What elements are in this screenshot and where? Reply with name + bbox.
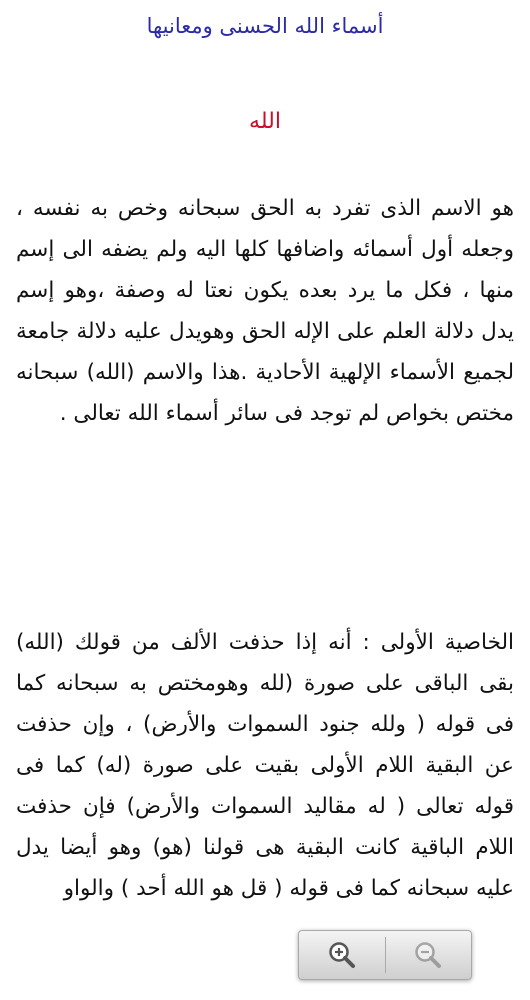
zoom-out-icon (413, 940, 443, 970)
body-paragraph-1: هو الاسم الذى تفرد به الحق سبحانه وخص به نفسه ، وجعله أول أسمائه واضافها كلها اليه ولم يضفه الى إسم منها ، فكل ما يرد بعده يكون نعتا له وصفة ،وهو إسم يدل دلالة العلم على الإله الحق وهويدل عليه دلالة جامعة لجميع الأسماء الإلهية الأحادية .هذا والاسم (الله) سبحانه مختص بخواص لم توجد فى سائر أسماء الله تعالى . (16, 196, 514, 426)
body-paragraph-2: الخاصية الأولى : أنه إذا حذفت الألف من قولك (الله) بقى الباقى على صورة (لله وهومختص به سبحانه كما فى قوله ( ولله جنود السموات والأرض) ، وإن حذفت عن البقية اللام الأولى بقيت على صورة (له) كما فى قوله تعالى ( له مقاليد السموات والأرض) فإن حذفت اللام الباقية كانت البقية هى قولنا (هو) وهو أيضا يدل عليه سبحانه كما فى قوله ( قل هو الله أحد ) والواو (16, 630, 514, 901)
zoom-out-button[interactable] (386, 931, 472, 979)
section-heading: الله (249, 109, 281, 134)
zoom-in-button[interactable] (299, 931, 385, 979)
zoom-controls (298, 930, 472, 980)
page-title: أسماء الله الحسنى ومعانيها (146, 14, 384, 38)
zoom-in-icon (327, 940, 357, 970)
